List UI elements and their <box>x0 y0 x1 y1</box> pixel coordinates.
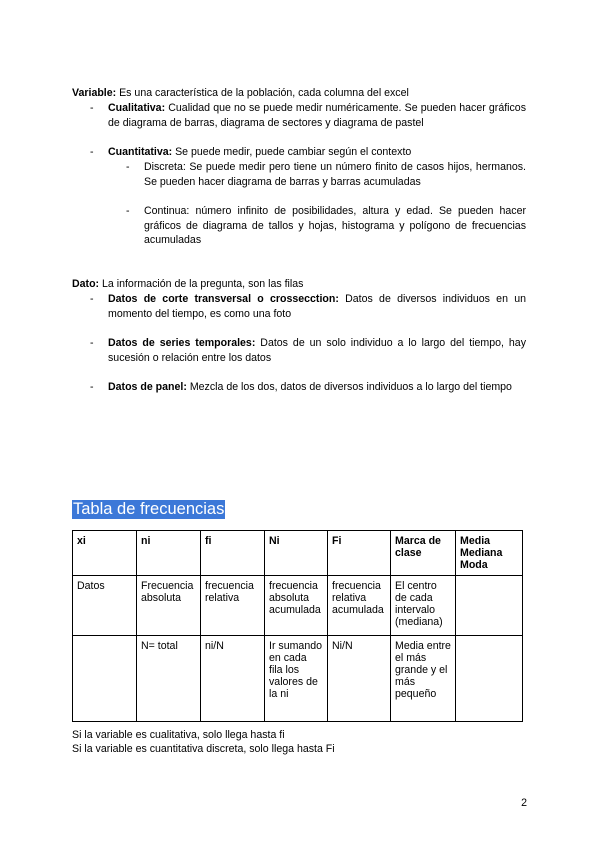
list-item-corte-transversal <box>90 292 526 321</box>
header-cell-media-mediana-moda: Media Mediana Moda <box>456 531 523 576</box>
table-cell: Datos <box>73 575 137 635</box>
bullet-dash: - <box>90 102 94 114</box>
cuantitativa-term: Cuantitativa: <box>108 146 173 158</box>
list-item-series-temporales <box>90 336 526 365</box>
bullet-dash: - <box>90 146 94 158</box>
corte-transversal-text: Datos de diversos individuos en un momento del tiempo, es como una foto <box>108 293 526 320</box>
discreta-text: Discreta: Se puede medir pero tiene un número finito de casos hijos, hermanos. Se pueden hacer diagrama de barras y barras acumuladas <box>144 161 526 188</box>
list-item-text <box>108 292 526 321</box>
table-cell: El centro de cada intervalo (mediana) <box>391 575 456 635</box>
table-cell: frecuencia relativa <box>201 575 265 635</box>
note-cualitativa: Si la variable es cualitativa, solo llega hasta fi <box>72 729 285 741</box>
list-item-cuantitativa <box>90 145 526 160</box>
list-item-text <box>108 101 526 130</box>
bullet-dash: - <box>126 161 130 173</box>
table-cell: Frecuencia absoluta <box>137 575 201 635</box>
table-row <box>73 635 523 721</box>
dato-term: Dato: <box>72 278 100 290</box>
cualitativa-text: Cualidad que no se puede medir numéricamente. Se pueden hacer gráficos de diagrama de barras, diagrama de sectores y diagrama de pastel <box>108 102 526 129</box>
cualitativa-term: Cualitativa: <box>108 102 166 114</box>
sublist-item-continua <box>126 204 526 248</box>
table-cell: Ni/N <box>328 635 391 721</box>
table-cell: N= total <box>137 635 201 721</box>
table-cell: Ir sumando en cada fila los valores de la ni <box>265 635 328 721</box>
list-item-datos-panel <box>90 380 526 395</box>
table-row <box>73 575 523 635</box>
sublist-item-discreta <box>126 160 526 189</box>
datos-panel-text: Mezcla de los dos, datos de diversos individuos a lo largo del tiempo <box>186 381 512 393</box>
table-cell <box>73 635 137 721</box>
header-cell-Ni: Ni <box>265 531 328 576</box>
header-cell-Fi: Fi <box>328 531 391 576</box>
corte-transversal-term: Datos de corte transversal o crossecction: <box>108 293 339 305</box>
bullet-dash: - <box>126 205 130 217</box>
list-item-text <box>108 380 526 395</box>
list-item-text <box>108 336 526 365</box>
page-number: 2 <box>521 797 527 809</box>
cuantitativa-text: Se puede medir, puede cambiar según el contexto <box>172 146 412 158</box>
table-title: Tabla de frecuencias <box>73 500 225 518</box>
table-cell: frecuencia absoluta acumulada <box>265 575 328 635</box>
dato-definition-text: La información de la pregunta, son las filas <box>99 278 304 290</box>
table-cell: ni/N <box>201 635 265 721</box>
datos-panel-term: Datos de panel: <box>108 381 187 393</box>
note-cuantitativa: Si la variable es cuantitativa discreta, solo llega hasta Fi <box>72 743 335 755</box>
series-temporales-term: Datos de series temporales: <box>108 337 256 349</box>
bullet-dash: - <box>90 337 94 349</box>
variable-term: Variable: <box>72 87 117 99</box>
dato-definition <box>72 277 532 292</box>
bullet-dash: - <box>90 381 94 393</box>
table-cell: frecuencia relativa acumulada <box>328 575 391 635</box>
header-cell-fi: fi <box>201 531 265 576</box>
continua-text: Continua: número infinito de posibilidades, altura y edad. Se pueden hacer gráficos de diagrama de tallos y hojas, histograma y polígono de frecuencias acumuladas <box>144 205 526 246</box>
table-cell <box>456 575 523 635</box>
header-cell-marca-clase: Marca de clase <box>391 531 456 576</box>
variable-definition-text: Es una característica de la población, cada columna del excel <box>116 87 409 99</box>
list-item-text <box>108 145 526 160</box>
series-temporales-text: Datos de un solo individuo a lo largo del tiempo, hay sucesión o relación entre los datos <box>108 337 526 364</box>
list-item-cualitativa <box>90 101 526 130</box>
bullet-dash: - <box>90 293 94 305</box>
table-cell <box>456 635 523 721</box>
header-cell-ni: ni <box>137 531 201 576</box>
variable-definition <box>72 86 532 101</box>
table-cell: Media entre el más grande y el más pequeño <box>391 635 456 721</box>
frequency-table <box>72 530 523 722</box>
table-header-row <box>73 531 523 576</box>
header-cell-xi: xi <box>73 531 137 576</box>
